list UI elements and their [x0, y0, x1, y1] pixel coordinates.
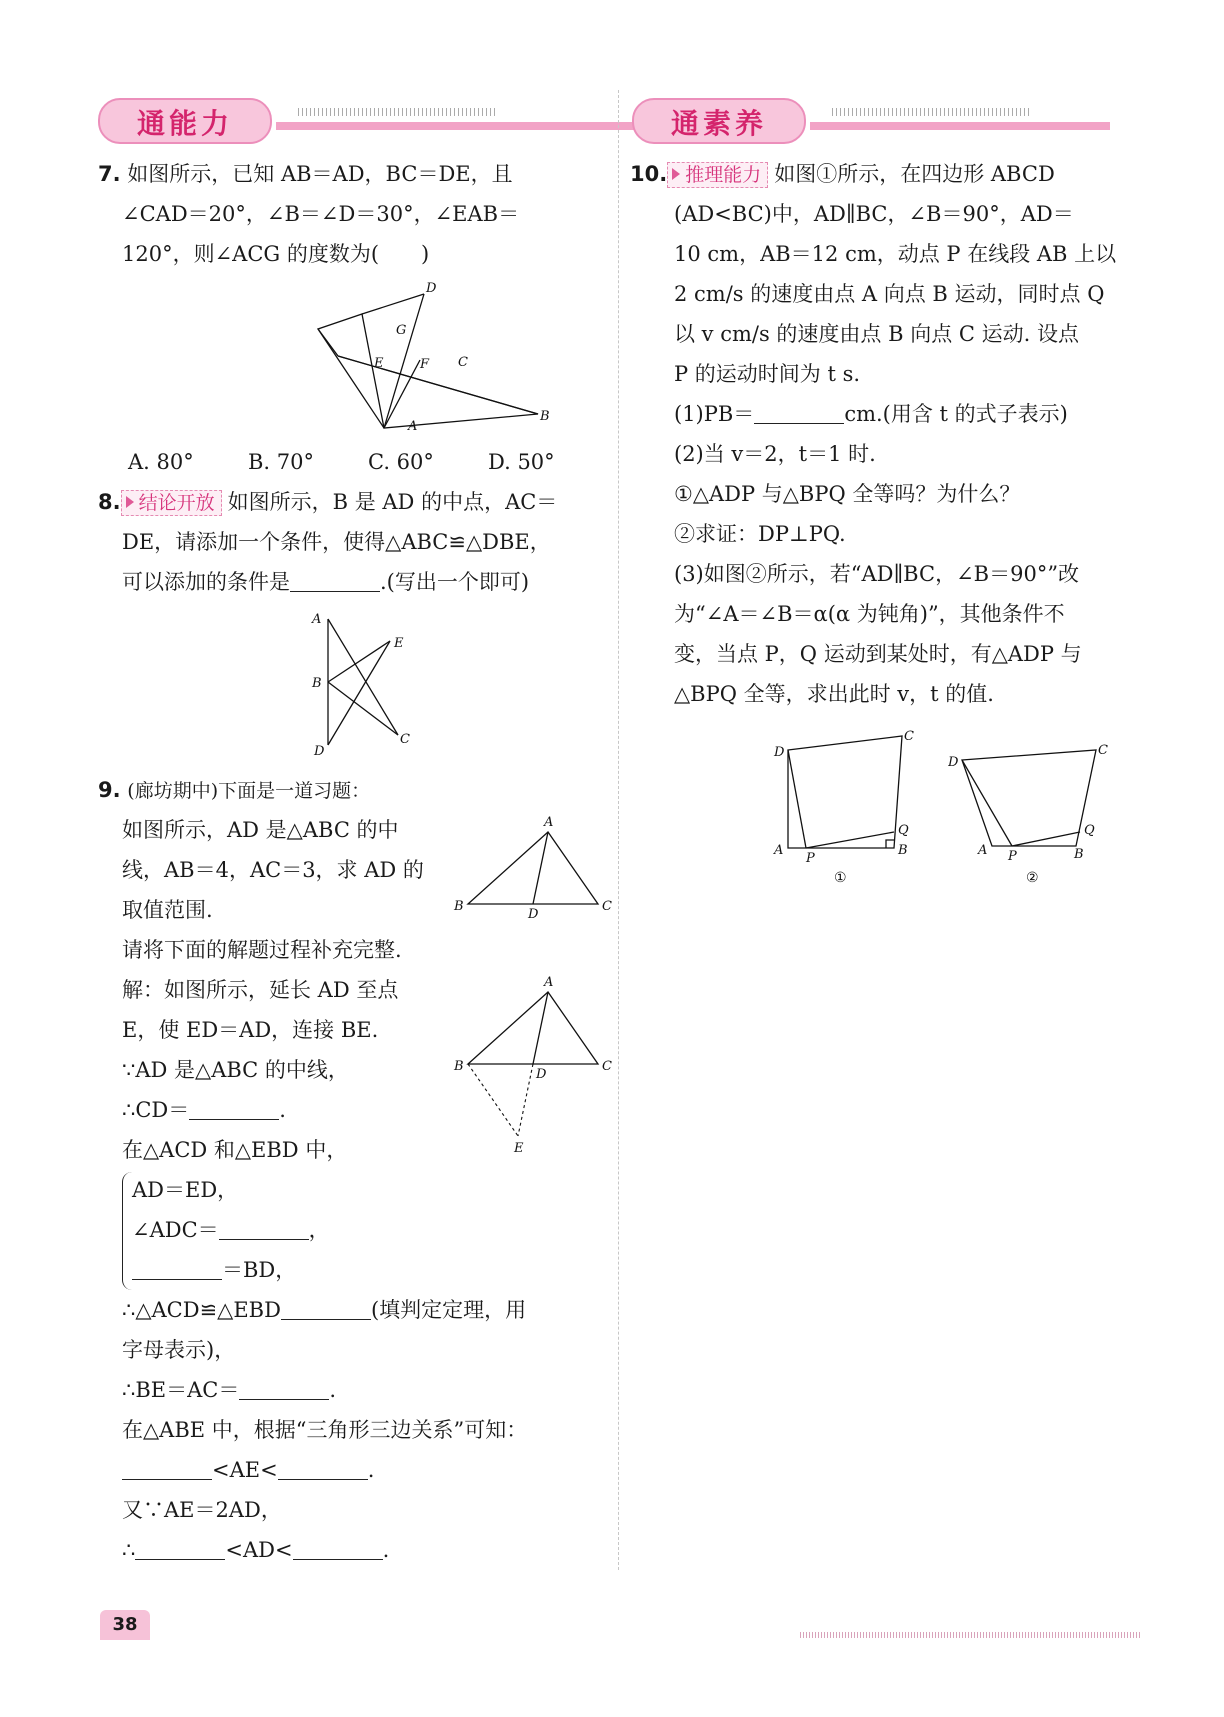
- section-title: 通素养: [670, 107, 767, 140]
- section-title: 通能力: [136, 107, 233, 140]
- fig-label: B: [312, 676, 322, 691]
- column-divider: [618, 90, 619, 1570]
- q9-text: 取值范围.: [122, 898, 213, 922]
- fig-label: C: [400, 732, 410, 747]
- fig-label: P: [806, 851, 815, 866]
- fig-label: A: [544, 975, 554, 990]
- section-badge: [98, 98, 272, 144]
- fig-label: A: [544, 815, 554, 830]
- q10-p3: (3)如图②所示，若“AD∥BC，∠B＝90°”改: [674, 562, 1080, 586]
- q8-number: 8.: [98, 490, 121, 514]
- q9-figure1: [448, 812, 618, 922]
- q7-line1: [98, 160, 513, 188]
- q9-intro: (廊坊期中)下面是一道习题：: [127, 780, 371, 802]
- q9-text: 如图所示，AD 是△ABC 的中: [122, 818, 399, 842]
- answer-blank: [754, 403, 844, 424]
- q9-in-triangles: 在△ACD 和△EBD 中，: [122, 1138, 348, 1162]
- q10-figure1: [770, 720, 930, 890]
- q9-number: 9.: [98, 778, 121, 802]
- fig-label: Q: [898, 823, 909, 838]
- q10-text: P 的运动时间为 t s.: [674, 362, 861, 386]
- fig-label: B: [454, 899, 464, 914]
- q7-option-b: B. 70°: [248, 450, 315, 474]
- fig-label: E: [514, 1141, 524, 1156]
- answer-blank: [135, 1539, 225, 1560]
- q10-text: 10 cm，AB＝12 cm，动点 P 在线段 AB 上以: [674, 242, 1117, 266]
- q9-text: ∵AD 是△ABC 的中线，: [122, 1058, 349, 1082]
- footer-decor: [800, 1632, 1140, 1638]
- fig-label: E: [374, 356, 384, 371]
- q8-line1: [98, 488, 557, 516]
- q10-p1a: (1)PB＝: [674, 402, 755, 426]
- q8-text3b: .(写出一个即可): [380, 570, 530, 594]
- q10-p3: 变，当点 P，Q 运动到某处时，有△ADP 与: [674, 642, 1082, 666]
- q10-p3: 为“∠A＝∠B＝α(α 为钝角)”，其他条件不: [674, 602, 1065, 626]
- q8-text3a: 可以添加的条件是: [122, 570, 290, 594]
- q9-concl1a: ∴△ACD≌△EBD: [122, 1298, 281, 1322]
- q9-line0: [98, 776, 370, 805]
- fig-label: B: [1074, 847, 1084, 862]
- decor-hatch: [832, 108, 1032, 116]
- q9-cd: ∴CD＝: [122, 1098, 190, 1122]
- q8-tag: 结论开放: [121, 490, 222, 516]
- answer-blank: [122, 1459, 212, 1480]
- fig-label: P: [1008, 849, 1017, 864]
- q9-ae2: 又∵AE＝2AD，: [122, 1498, 282, 1522]
- decor-hatch: [298, 108, 498, 116]
- fig-label: A: [774, 843, 784, 858]
- fig-label: D: [536, 1067, 547, 1082]
- answer-blank: [239, 1379, 329, 1400]
- q8-figure: [308, 605, 508, 755]
- q9-concl1b: (填判定定理，用: [370, 1298, 527, 1322]
- q9-ad: <AD<: [225, 1538, 293, 1562]
- answer-blank: [219, 1219, 309, 1240]
- section-badge: [632, 98, 806, 144]
- fig-caption: ①: [834, 870, 847, 886]
- decor-bar: [276, 122, 636, 130]
- q10-p3: △BPQ 全等，求出此时 v，t 的值.: [674, 682, 994, 706]
- answer-blank: [293, 1539, 383, 1560]
- fig-label: A: [312, 612, 322, 627]
- q10-p2a: ①△ADP 与△BPQ 全等吗？为什么？: [674, 482, 1021, 506]
- fig-label: C: [602, 899, 612, 914]
- q9-text: E，使 ED＝AD，连接 BE.: [122, 1018, 379, 1042]
- q10-text: 2 cm/s 的速度由点 A 向点 B 运动，同时点 Q: [674, 282, 1105, 306]
- answer-blank: [189, 1099, 279, 1120]
- q9-brace3: ＝BD，: [222, 1258, 297, 1282]
- q9-ad-line: ∴ <AD< .: [122, 1538, 390, 1562]
- q10-line1: [630, 160, 1055, 188]
- answer-blank: [281, 1299, 371, 1320]
- q10-figure2: [948, 740, 1118, 890]
- q9-figure2: [448, 972, 618, 1162]
- fig-label: B: [454, 1059, 464, 1074]
- q10-p1b: cm.(用含 t 的式子表示): [844, 402, 1068, 426]
- q7-number: 7.: [98, 162, 121, 186]
- fig-label: F: [420, 357, 430, 372]
- q9-cd-line: ∴CD＝ .: [122, 1098, 286, 1122]
- fig-label: C: [904, 729, 914, 744]
- q9-brace3-line: [132, 1256, 296, 1284]
- q9-text: 线，AB＝4，AC＝3，求 AD 的: [122, 858, 424, 882]
- fig-label: C: [602, 1059, 612, 1074]
- q7-option-c: C. 60°: [368, 450, 434, 474]
- q9-concl2: 字母表示)，: [122, 1338, 236, 1362]
- q9-text: 解：如图所示，延长 AD 至点: [122, 978, 399, 1002]
- q10-text: (AD<BC)中，AD∥BC，∠B＝90°，AD＝: [674, 202, 1074, 226]
- fig-label: D: [314, 744, 325, 755]
- q10-p1-line: [674, 400, 1068, 428]
- fig-label: A: [408, 419, 418, 432]
- q10-text: 如图①所示，在四边形 ABCD: [774, 162, 1055, 186]
- fig-label: B: [540, 409, 550, 424]
- fig-label: D: [426, 282, 437, 296]
- q7-option-a: A. 80°: [128, 450, 194, 474]
- q9-brace2-line: ∠ADC＝ ，: [132, 1218, 330, 1242]
- q8-line3: [122, 568, 529, 596]
- q7-text1: 如图所示，已知 AB＝AD，BC＝DE，且: [127, 162, 513, 186]
- q9-ae-line: <AE< .: [122, 1456, 374, 1484]
- fig-label: B: [898, 843, 908, 858]
- fig-label: D: [528, 907, 539, 922]
- answer-blank: [290, 571, 380, 592]
- q7-figure: [268, 282, 568, 432]
- fig-label: C: [458, 355, 468, 370]
- q10-text: 以 v cm/s 的速度由点 B 向点 C 运动. 设点: [674, 322, 1079, 346]
- fig-label: D: [948, 755, 959, 770]
- q9-text: 请将下面的解题过程补充完整.: [122, 938, 402, 962]
- q10-number: 10.: [630, 162, 668, 186]
- decor-bar: [810, 122, 1110, 130]
- q10-p2b: ②求证：DP⊥PQ.: [674, 522, 846, 546]
- q8-text2: DE，请添加一个条件，使得△ABC≌△DBE，: [122, 530, 551, 554]
- q10-p2: (2)当 v＝2，t＝1 时.: [674, 442, 876, 466]
- q10-tag: 推理能力: [667, 162, 768, 188]
- fig-label: D: [774, 745, 785, 760]
- q7-option-d: D. 50°: [488, 450, 555, 474]
- q9-be: ∴BE＝AC＝: [122, 1378, 240, 1402]
- fig-label: G: [396, 323, 407, 338]
- q9-concl1-line: [122, 1296, 526, 1324]
- page-number: 38: [100, 1610, 150, 1640]
- fig-label: Q: [1084, 823, 1095, 838]
- answer-blank: [132, 1259, 222, 1280]
- q9-ae: <AE<: [212, 1458, 278, 1482]
- q9-brace1: AD＝ED，: [132, 1178, 239, 1202]
- answer-blank: [278, 1459, 368, 1480]
- q9-abe: 在△ABE 中，根据“三角形三边关系”可知：: [122, 1418, 528, 1442]
- fig-caption: ②: [1026, 870, 1039, 886]
- q9-be-line: ∴BE＝AC＝ .: [122, 1378, 337, 1402]
- fig-label: E: [394, 636, 404, 651]
- q9-therefore: ∴: [122, 1538, 136, 1562]
- q7-text2: ∠CAD＝20°，∠B＝∠D＝30°，∠EAB＝: [122, 202, 520, 226]
- q8-text1: 如图所示，B 是 AD 的中点，AC＝: [227, 490, 558, 514]
- q7-text3: 120°，则∠ACG 的度数为( ): [122, 242, 430, 266]
- fig-label: A: [978, 843, 988, 858]
- fig-label: C: [1098, 743, 1108, 758]
- q9-brace2: ∠ADC＝: [132, 1218, 219, 1242]
